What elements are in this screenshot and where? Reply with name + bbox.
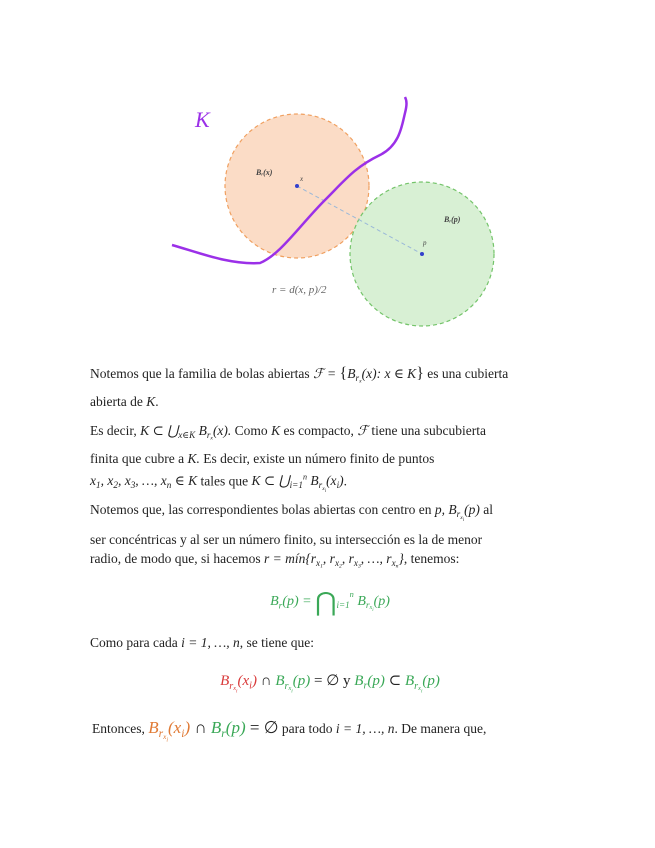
balls-diagram (160, 95, 505, 335)
p-label: p (423, 239, 427, 247)
formula-empty-intersection: $B_{rx_i}(x_i)$ ∩ $B_{rx_i}(p)$ = ∅ y $B_r(p)$ ⊂ $B_{rx_i}(p)$ (220, 673, 440, 695)
figure-balls (160, 95, 505, 335)
paragraph-3: Notemos que, las correspondientes bolas abiertas con centro en p, $B_{rx_i}(p)$ al ser concéntricas y al ser un número finito, su intersección es la de menor radio, de modo que, si hacemos $r = mín\{r_{x1}$, $r_{x2}$, $r_{x3}$, …, $r_{xn}$}, tenemos: (90, 502, 493, 570)
br-x-label: Bᵣ(x) (256, 168, 273, 177)
point-p (420, 252, 424, 256)
paragraph-4: Como para cada i = 1, …, n, se tiene que: (90, 635, 314, 650)
x-label: x (300, 175, 304, 183)
radius-label: r = d(x, p)/2 (272, 284, 327, 296)
formula-intersection: $B_r(p)$ = $⋂_{i=1}^n$ $B_{rx_i}(p)$ (270, 587, 390, 617)
point-x (295, 184, 299, 188)
paragraph-1: Notemos que la familia de bolas abiertas ℱ = {$B_{rx}(x)$: x ∈ K} es una cubierta abierta de K. (90, 365, 509, 409)
k-label: K (195, 107, 210, 132)
paragraph-6: Entonces, $B_{rx_i}(x_i)$ ∩ $B_r(p)$ = ∅ para todo i = 1, …, n. De manera que, (92, 718, 487, 744)
paragraph-2: Es decir, K ⊂ $⋃_{x\in K}$ $B_{rx}(x)$. Como K es compacto, ℱ tiene una subcubierta finita que cubre a K. Es decir, existe un número finito de puntos $x_1$, $x_2$, $x_3$, …, $x_n$ ∈ K tales que K ⊂ $⋃_{i=1}^n$ $B_{rx_i}(x_i)$. (90, 423, 487, 494)
br-p-label: Bᵣ(p) (444, 215, 461, 224)
